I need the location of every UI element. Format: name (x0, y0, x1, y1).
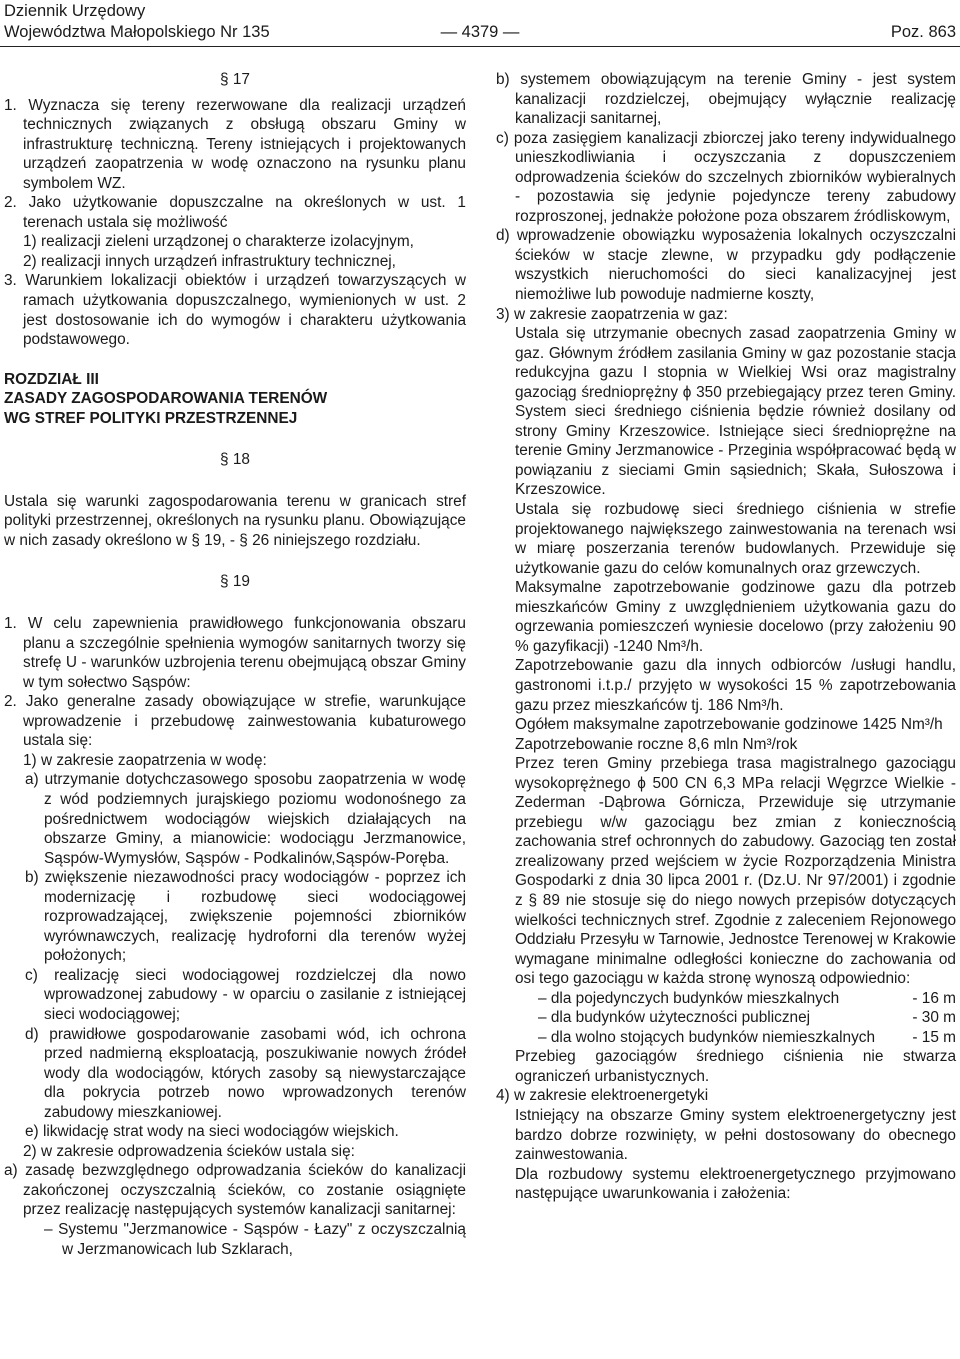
page-header (0, 0, 960, 48)
gas-text-2: Ustala się rozbudowę sieci średniego ciśnienia w strefie projektowanego największego zainwestowania na terenach wsi w miarę poszerzania terenów budowlanych. Przewiduje się użytkowanie gazu do celów komunalnych oraz grzewczych. (515, 501, 956, 577)
s17-item-1: 1) realizacji zieleni urządzonej o charakterze izolacyjnym, (23, 233, 414, 251)
s18-text: Ustala się warunki zagospodarowania terenu w granicach stref polityki przestrzennej, określonych na rysunku planu. Obowiązujące w nich zasady określono w § 19, - § 26 niniejszego rozdziału. (4, 492, 466, 549)
sewage-item-a: a) zasadę bezwzględnego odprowadzania ścieków do kanalizacji zakończonej oczyszczalnią ścieków, co zostanie osiągnięte przez realizację następujących systemów kanalizacji sanitarnej: (4, 1162, 466, 1219)
distance-row (496, 1028, 956, 1048)
journal-title: Dziennik Urzędowy (4, 2, 146, 20)
sewage-item-c: c) poza zasięgiem kanalizacji zbiorczej jako tereny indywidualnego unieszkodliwiania i oczyszczania z dopuszczeniem odprowadzenia ścieków do szczelnych zbiorników wybieralnych - pozostawia się jedynie pojedyncze tereny zabudowy rozproszonej, jednakże położone poza obszarem źródliskowym, (496, 129, 956, 225)
distance-label: – dla wolno stojących budynków niemieszkalnych (538, 1028, 876, 1046)
distance-label: – dla budynków użyteczności publicznej (538, 1009, 811, 1027)
water-item-e: e) likwidację strat wody na sieci wodociągów wiejskich. (25, 1123, 399, 1141)
sewage-item-b: b) systemem obowiązującym na terenie Gminy - jest system kanalizacji rozdzielczej, obejmujący wyłącznie realizację kanalizacji sanitarnej, (496, 71, 956, 128)
section-19-heading: § 19 (220, 573, 250, 591)
s17-paragraph-1: 1. Wyznacza się tereny rezerwowane dla realizacji urządzeń technicznych związanych z obsługą obszaru Gminy w infrastrukturę techniczną. Tereny istniejących i projektowanych urządzeń zaopatrzenia w wodę oznaczono na rysunku planu symbolem WZ. (4, 96, 466, 192)
water-supply-heading: 1) w zakresie zaopatrzenia w wodę: (23, 751, 267, 769)
left-column (4, 70, 466, 1259)
gas-text-5: Ogółem maksymalne zapotrzebowanie godzinowe 1425 Nm³/h (515, 716, 943, 734)
position-number: Poz. 863 (890, 23, 956, 41)
distance-row (496, 989, 956, 1009)
journal-issue: Województwa Małopolskiego Nr 135 (4, 23, 270, 41)
gas-text-1: Ustala się utrzymanie obecnych zasad zaopatrzenia Gminy w gaz. Głównym źródłem zasilania Gminy w gaz pozostanie stacja redukcyjna gazu I stopnia w Wielkiej Wsi oraz magistralny gazociąg średnioprężny ϕ 350 przebiegający przez teren Gminy. System sieci średniego ciśnienia będzie również dosilany od strony Gminy Krzeszowice. Istniejące sieci średnioprężne na terenie Gminy Jerzmanowice - Przeginia współpracować będą w powiązaniu z sieciami Gmin sąsiednich; Skała, Sułoszowa i Krzeszowice. (515, 325, 956, 499)
chapter-title-line-2: WG STREF POLITYKI PRZESTRZENNEJ (4, 409, 298, 427)
sewage-item-d: d) wprowadzenie obowiązku wyposażenia lokalnych oczyszczalni ścieków w stacje zlewne, w przypadku gdy podłączenie wszystkich nieruchomości do sieci kanalizacyjnej jest niemożliwe lub powoduje nadmierne koszty, (496, 227, 956, 304)
water-item-a: a) utrzymanie dotychczasowego sposobu zaopatrzenia w wodę z wód podziemnych jurajskiego poziomu wodonośnego za pośrednictwem wodociągów wiejskich działających na obszarze Gminy, a mianowicie: wodociągu Jerzmanowice, Sąspów-Wymysłów, Sąspów - Podkalinów,Sąspów-Poręba. (25, 771, 466, 867)
section-18-heading: § 18 (220, 451, 250, 469)
gas-text-8: Przebieg gazociągów średniego ciśnienia nie stwarza ograniczeń urbanistycznych. (515, 1048, 956, 1085)
gas-text-6: Zapotrzebowanie roczne 8,6 mln Nm³/rok (515, 735, 798, 753)
sewage-system-item: – Systemu "Jerzmanowice - Sąspów - Łazy" z oczyszczalnią w Jerzmanowicach lub Szklarach, (44, 1220, 466, 1258)
water-item-d: d) prawidłowe gospodarowanie zasobami wód, ich ochrona przed nadmierną eksploatacją, poszukiwanie nowych źródeł wody dla wodociągów, których zasoby są niewystarczające dla pokrycia potrzeb nowo wprowadzonych terenów zabudowy mieszkaniowej. (25, 1025, 466, 1121)
right-column (496, 70, 956, 1204)
chapter-number: ROZDZIAŁ III (4, 370, 99, 388)
gas-text-7: Przez teren Gminy przebiega trasa magistralnego gazociągu wysokoprężnego ϕ 500 CN 6,3 MPa relacji Węgrzce Wielkie - Zederman -Dąbrowa Górnicza, Przewiduje się utrzymanie przebiegu w/w gazociągu bez zmian z koniecznością zachowania stref ochronnych do zabudowy. Gazociąg ten został zrealizowany przed wejściem w życie Rozporządzenia Ministra Gospodarki z dnia 30 lipca 2001 r. (Dz.U. Nr 97/2001) i zgodnie z § 89 nie stosuje się do niego nowych przepisów dotyczących wielkości technicznych stref. Zgodnie z zaleceniem Rejonowego Oddziału Przesyłu w Tarnowie, Jednostce Terenowej w Krakowie wymagane minimalne odległości konieczne do zachowania od osi tego gazociągu w każda stronę wynoszą odpowiednio: (515, 755, 956, 988)
electricity-heading: 4) w zakresie elektroenergetyki (496, 1087, 709, 1105)
s19-paragraph-1: 1. W celu zapewnienia prawidłowego funkcjonowania obszaru planu a szczególnie spełnienia wymogów sanitarnych tworzy się strefę U - warunków uzbrojenia terenu obejmującą obszar Gminy w tym sołectwo Sąspów: (4, 615, 466, 691)
distance-value: - 15 m (912, 1028, 956, 1046)
section-17-heading: § 17 (220, 71, 250, 88)
electricity-text-2: Dla rozbudowy systemu elektroenergetycznego przyjmowano następujące uwarunkowania i założenia: (515, 1165, 956, 1203)
distance-value: - 30 m (912, 1009, 956, 1027)
distance-row (496, 1008, 956, 1028)
s17-paragraph-3: 3. Warunkiem lokalizacji obiektów i urządzeń towarzyszących w ramach użytkowania dopuszczalnego, wymienionych w ust. 2 jest dostosowanie ich do wymogów i charakteru użytkowania podstawowego. (4, 272, 466, 349)
gas-text-3: Maksymalne zapotrzebowanie godzinowe gazu dla potrzeb mieszkańców Gminy z uwzględnieniem użytkowania gazu do ogrzewania pomieszczeń wyniesie docelowo (przy założeniu 90 % gazyfikacji) -1240 Nm³/h. (515, 579, 956, 655)
distance-label: – dla pojedynczych budynków mieszkalnych (538, 989, 840, 1007)
distance-value: - 16 m (912, 989, 956, 1007)
sewage-heading: 2) w zakresie odprowadzenia ścieków ustala się: (23, 1142, 355, 1160)
chapter-title-line-1: ZASADY ZAGOSPODAROWANIA TERENÓW (4, 390, 328, 408)
water-item-b: b) zwiększenie niezawodności pracy wodociągów - poprzez ich modernizację i rozbudowę sieci wodociągowej rozprowadzającej, zwiększenie pojemności zbiorników wyrównawczych, realizację hydroforni dla terenów wyżej położonych; (25, 869, 466, 965)
gas-heading: 3) w zakresie zaopatrzenia w gaz: (496, 305, 728, 323)
electricity-text-1: Istniejący na obszarze Gminy system elektroenergetyczny jest bardzo dobrze rozwinięty, w pełni dostosowany do obecnego zainwestowania. (515, 1106, 956, 1164)
header-rule (0, 46, 960, 47)
s17-item-2: 2) realizacji innych urządzeń infrastruktury technicznej, (23, 252, 396, 270)
water-item-c: c) realizację sieci wodociągowej rozdzielczej dla nowo wprowadzonej zabudowy - w oparciu o zasilanie z istniejącej sieci wodociągowej; (25, 966, 466, 1023)
s19-paragraph-2: 2. Jako generalne zasady obowiązujące w strefie, warunkujące wprowadzenie i przebudowę zainwestowania kubaturowego ustala się: (4, 693, 466, 750)
s17-paragraph-2: 2. Jako użytkowanie dopuszczalne na określonych w ust. 1 terenach ustala się możliwość (4, 194, 466, 231)
page-number: — 4379 — (440, 23, 520, 41)
gas-text-4: Zapotrzebowanie gazu dla innych odbiorców /usługi handlu, gastronomi i.t.p./ przyjęto w wysokości 15 % zapotrzebowania gazu przez mieszkańców tj. 186 Nm³/h. (515, 657, 956, 714)
